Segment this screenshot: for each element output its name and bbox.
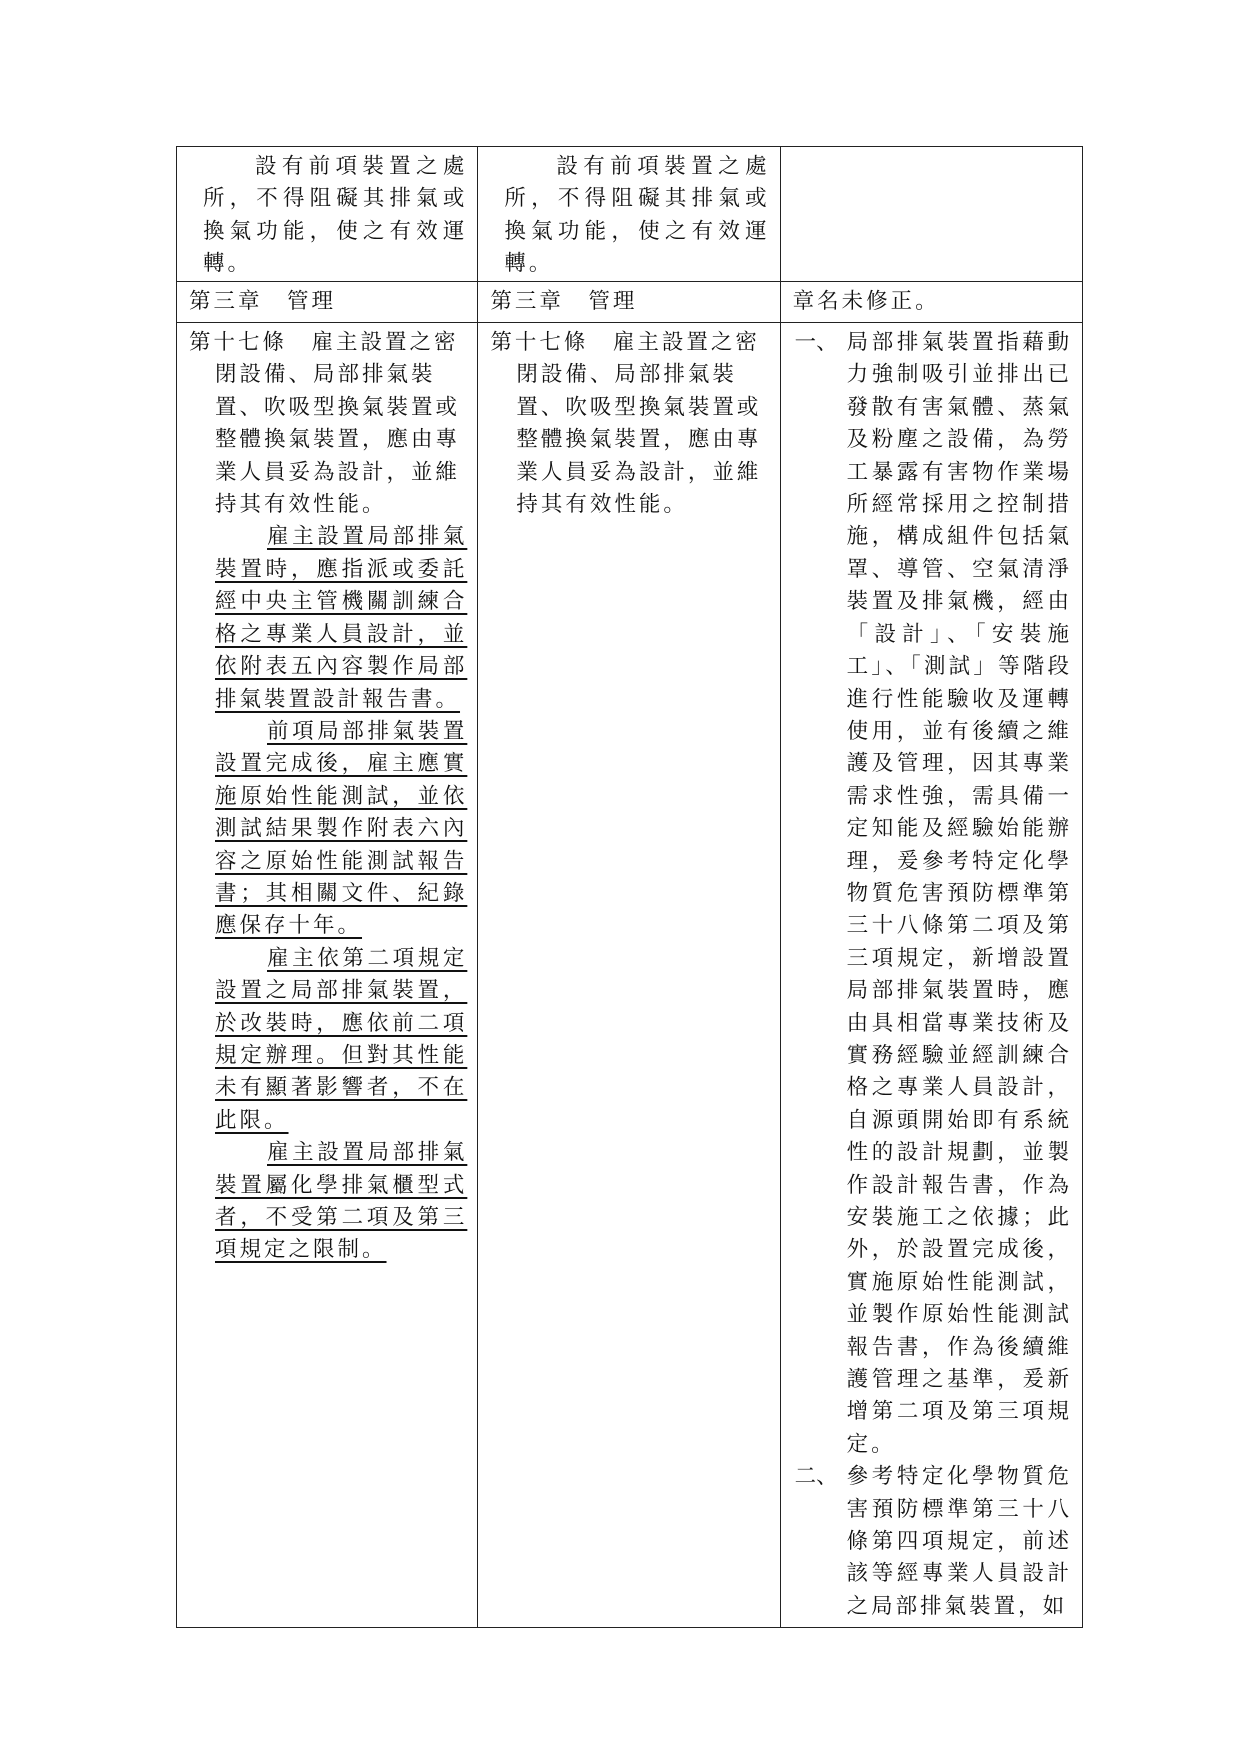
- amended-text: 設有前項裝置之處所，不得阻礙其排氣或換氣功能，使之有效運轉。: [203, 154, 468, 277]
- note-item-number: 一、: [794, 330, 838, 356]
- note-cell: [780, 147, 1082, 282]
- note-item-text: 局部排氣裝置指藉動力強制吸引並排出已發散有害氣體、蒸氣及粉塵之設備，為勞工暴露有害物作業場所經常採用之控制措施，構成組件包括氣罩、導管、空氣清淨裝置及排氣機，經由「設計」、「安裝施工」、「測試」等階段進行性能驗收及運轉使用，並有後續之維護及管理，因其專業需求性強，需具備一定知能及經驗始能辦理，爰參考特定化學物質危害預防標準第三十八條第二項及第三項規定，新增設置局部排氣裝置時，應由具相當專業技術及實務經驗並經訓練合格之專業人員設計，自源頭開始即有系統性的設計規劃，並製作設計報告書，作為安裝施工之依據；此外，於設置完成後，實施原始性能測試，並製作原始性能測試報告書，作為後續維護管理之基準，爰新增第二項及第三項規定。: [846, 330, 1072, 1457]
- table-row: [177, 147, 1083, 282]
- chapter-title-current: 第三章 管理: [490, 288, 638, 314]
- article-17-amended-p2: 雇主設置局部排氣裝置時，應指派或委託經中央主管機關訓練合格之專業人員設計，並依附表五內容製作局部排氣裝置設計報告書。: [215, 524, 468, 712]
- article-17-current: 第十七條 雇主設置之密閉設備、局部排氣裝置、吹吸型換氣裝置或整體換氣裝置，應由專業人員妥為設計，並維持其有效性能。: [490, 330, 762, 518]
- current-cell: [478, 147, 780, 282]
- note-list-item: [795, 327, 1072, 1461]
- table-row: [177, 281, 1083, 322]
- amended-cell: [177, 323, 478, 1628]
- amended-cell: [177, 147, 478, 282]
- comparison-table: [176, 146, 1083, 1628]
- article-17-amended-p4: 雇主依第二項規定設置之局部排氣裝置，於改裝時，應依前二項規定辦理。但對其性能未有顯著影響者，不在此限。: [215, 945, 468, 1133]
- note-cell: [780, 281, 1082, 322]
- article-17-amended-p1: 第十七條 雇主設置之密閉設備、局部排氣裝置、吹吸型換氣裝置或整體換氣裝置，應由專業人員妥為設計，並維持其有效性能。: [189, 330, 461, 518]
- chapter-title-amended: 第三章 管理: [189, 288, 337, 314]
- article-17-amended-p5: 雇主設置局部排氣裝置屬化學排氣櫃型式者，不受第二項及第三項規定之限制。: [215, 1140, 468, 1263]
- note-cell: [780, 323, 1082, 1628]
- current-cell: [478, 281, 780, 322]
- note-item-number: 二、: [794, 1464, 838, 1490]
- amended-cell: [177, 281, 478, 322]
- table-row: [177, 323, 1083, 1628]
- note-list-item: [795, 1461, 1072, 1623]
- current-text: 設有前項裝置之處所，不得阻礙其排氣或換氣功能，使之有效運轉。: [504, 154, 770, 277]
- article-17-amended-p3: 前項局部排氣裝置設置完成後，雇主應實施原始性能測試，並依測試結果製作附表六內容之原始性能測試報告書；其相關文件、紀錄應保存十年。: [215, 718, 468, 939]
- chapter-note: 章名未修正。: [792, 288, 940, 314]
- note-item-text: 參考特定化學物質危害預防標準第三十八條第四項規定，前述該等經專業人員設計之局部排氣裝置，如: [846, 1464, 1072, 1619]
- current-cell: [478, 323, 780, 1628]
